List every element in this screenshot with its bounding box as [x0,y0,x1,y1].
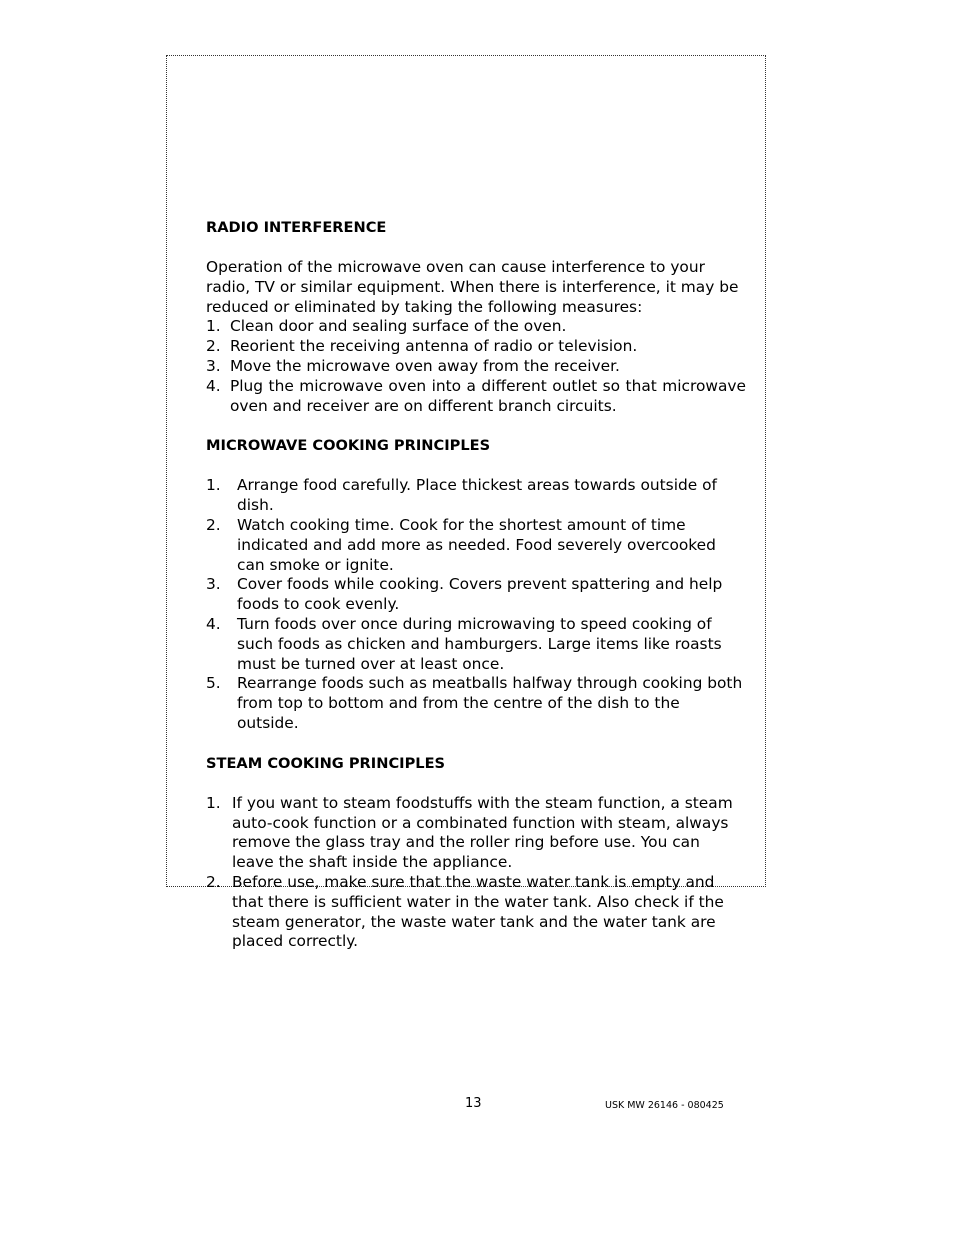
list-number: 2. [206,337,221,356]
steam-principles-heading: STEAM COOKING PRINCIPLES [206,754,446,772]
radio-interference-intro: Operation of the microwave oven can cause interference to your radio, TV or similar equipment. When there is interference, it may be reduced or eliminated by taking the following measures: [206,258,739,316]
list-number: 1. [206,317,221,336]
list-number: 4. [206,376,221,395]
list-item [206,377,746,417]
list-text: Clean door and sealing surface of the oven. [230,317,567,336]
list-item [206,516,746,575]
document-code: USK MW 26146 - 080425 [605,1100,724,1111]
list-number: 4. [206,614,221,633]
list-number: 5. [206,674,221,693]
list-item [206,337,746,357]
list-text: Move the microwave oven away from the receiver. [230,356,620,375]
list-text: If you want to steam foodstuffs with the steam function, a steam auto-cook function or a combinated function with steam, always remove the glass tray and the roller ring before use. You can leave the shaft inside the appliance. [232,793,733,872]
document-body [206,218,746,952]
list-number: 1. [206,476,221,495]
microwave-principles-heading: MICROWAVE COOKING PRINCIPLES [206,437,491,455]
radio-interference-heading: RADIO INTERFERENCE [206,219,387,236]
radio-measures-list [206,317,746,416]
list-item [206,357,746,377]
list-number: 2. [206,872,221,891]
list-number: 3. [206,356,221,375]
list-item [206,794,746,873]
list-number: 2. [206,515,221,534]
list-item [206,476,746,516]
steam-principles-list [206,794,746,952]
list-text: Turn foods over once during microwaving to speed cooking of such foods as chicken and hamburgers. Large items like roasts must be turned over at least once. [237,614,722,673]
list-item [206,575,746,615]
list-text: Plug the microwave oven into a different outlet so that microwave oven and receiver are on different branch circuits. [230,376,746,415]
list-item [206,615,746,674]
list-text: Watch cooking time. Cook for the shortest amount of time indicated and add more as needed. Food severely overcooked can smoke or ignite. [237,515,716,574]
list-item [206,873,746,952]
list-text: Rearrange foods such as meatballs halfway through cooking both from top to bottom and from the centre of the dish to the outside. [237,674,743,732]
list-number: 3. [206,575,221,594]
list-number: 1. [206,793,221,812]
list-text: Reorient the receiving antenna of radio or television. [230,337,638,356]
list-text: Before use, make sure that the waste water tank is empty and that there is sufficient water in the water tank. Also check if the steam generator, the waste water tank and the water tank are placed correctly. [232,872,724,951]
microwave-principles-list [206,476,746,733]
list-item [206,674,746,733]
page-number: 13 [465,1096,482,1111]
list-text: Arrange food carefully. Place thickest areas towards outside of dish. [237,476,717,515]
list-text: Cover foods while cooking. Covers prevent spattering and help foods to cook evenly. [237,575,723,614]
list-item [206,317,746,337]
